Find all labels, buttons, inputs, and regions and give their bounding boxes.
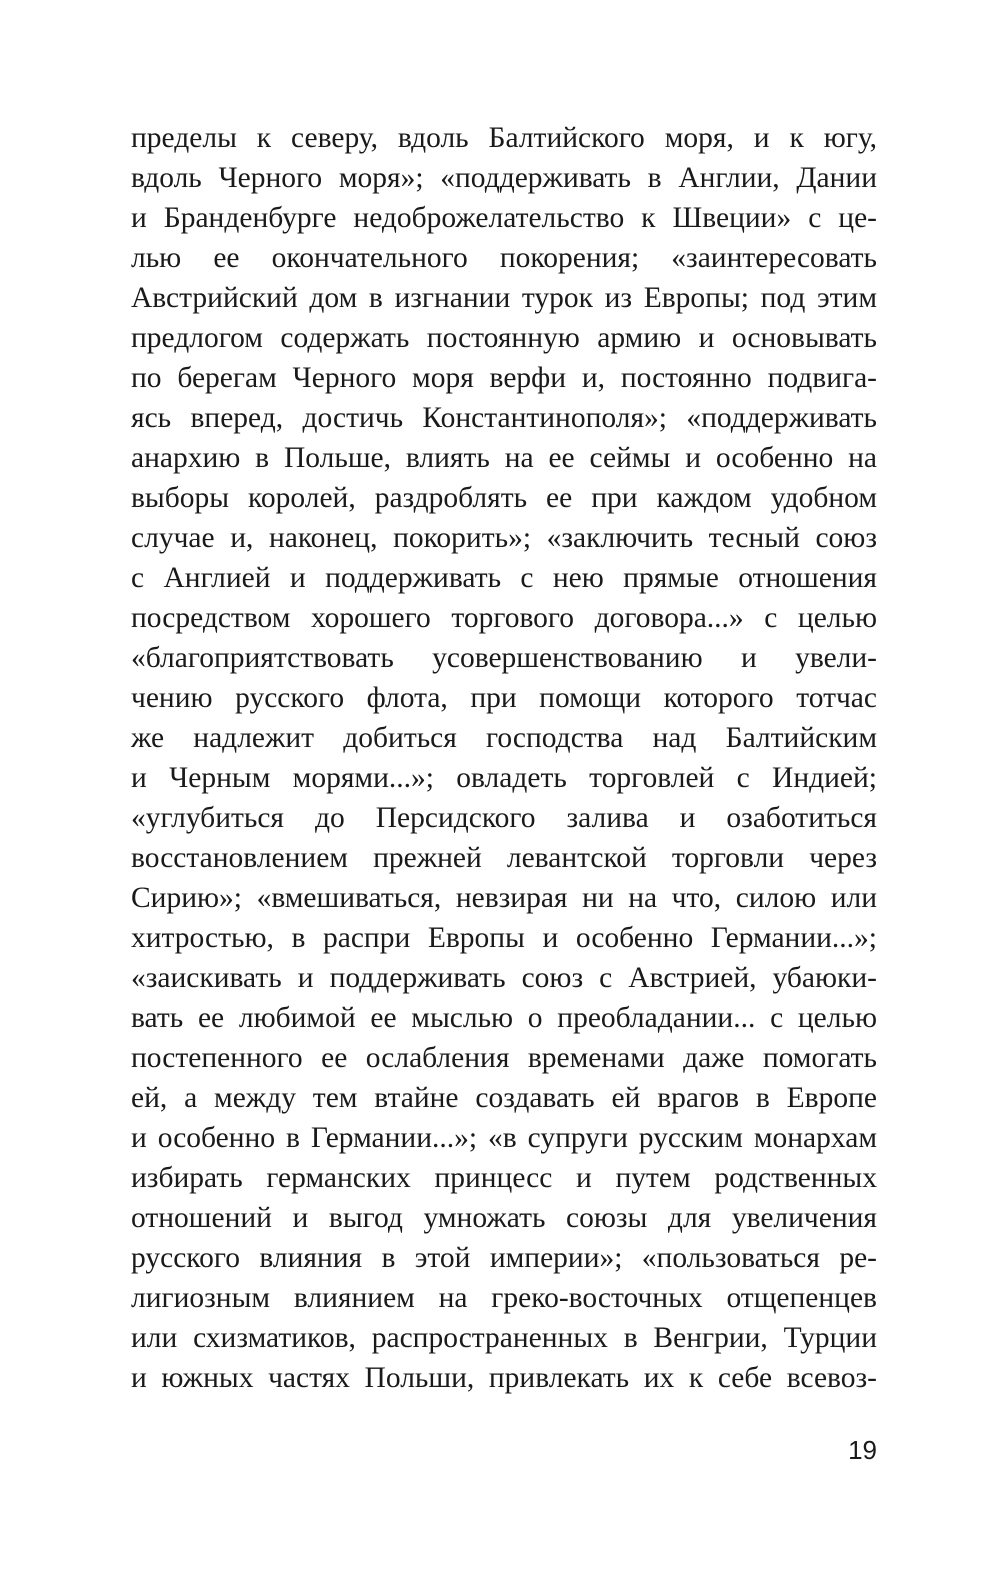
text-line: вать ее любимой ее мыслью о преобладании... с целью (131, 1002, 877, 1034)
text-line: «благоприятствовать усовершенствованию и увели- (131, 642, 877, 674)
text-line: хитростью, в распри Европы и особенно Германии...»; (131, 922, 877, 954)
text-line: анархию в Польше, влиять на ее сеймы и особенно на (131, 442, 877, 474)
text-line: Австрийский дом в изгнании турок из Европы; под этим (131, 282, 877, 314)
page-number: 19 (848, 1435, 877, 1465)
text-line: отношений и выгод умножать союзы для увеличения (131, 1202, 877, 1234)
text-line: по берегам Черного моря верфи и, постоянно подвига- (131, 362, 877, 394)
text-line: с Англией и поддерживать с нею прямые отношения (131, 562, 877, 594)
text-line: вдоль Черного моря»; «поддерживать в Англии, Дании (131, 162, 877, 194)
text-line: же надлежит добиться господства над Балтийским (131, 722, 877, 754)
text-line: предлогом содержать постоянную армию и основывать (131, 322, 877, 354)
text-line: пределы к северу, вдоль Балтийского моря, и к югу, (131, 122, 877, 154)
text-line: лью ее окончательного покорения; «заинтересовать (131, 242, 877, 274)
text-line: Сирию»; «вмешиваться, невзирая ни на что, силою или (131, 882, 877, 914)
text-line: «углубиться до Персидского залива и озаботиться (131, 802, 877, 834)
text-line: чению русского флота, при помощи которого тотчас (131, 682, 877, 714)
body-text (131, 118, 877, 1398)
text-line: «заискивать и поддерживать союз с Австрией, убаюки- (131, 962, 877, 994)
text-line: лигиозным влиянием на греко-восточных отщепенцев (131, 1282, 877, 1314)
text-line: постепенного ее ослабления временами даже помогать (131, 1042, 877, 1074)
text-line: ей, а между тем втайне создавать ей врагов в Европе (131, 1082, 877, 1114)
text-line: русского влияния в этой империи»; «пользоваться ре- (131, 1242, 877, 1274)
text-line: выборы королей, раздроблять ее при каждом удобном (131, 482, 877, 514)
text-line: и особенно в Германии...»; «в супруги русским монархам (131, 1122, 877, 1154)
text-line: и Бранденбурге недоброжелательство к Швеции» с це- (131, 202, 877, 234)
text-line: и Черным морями...»; овладеть торговлей с Индией; (131, 762, 877, 794)
text-line: посредством хорошего торгового договора...» с целью (131, 602, 877, 634)
text-line: восстановлением прежней левантской торговли через (131, 842, 877, 874)
text-line: или схизматиков, распространенных в Венгрии, Турции (131, 1322, 877, 1354)
text-line: и южных частях Польши, привлекать их к себе всевоз- (131, 1362, 877, 1394)
text-line: ясь вперед, достичь Константинополя»; «поддерживать (131, 402, 877, 434)
text-line: случае и, наконец, покорить»; «заключить тесный союз (131, 522, 877, 554)
text-line: избирать германских принцесс и путем родственных (131, 1162, 877, 1194)
